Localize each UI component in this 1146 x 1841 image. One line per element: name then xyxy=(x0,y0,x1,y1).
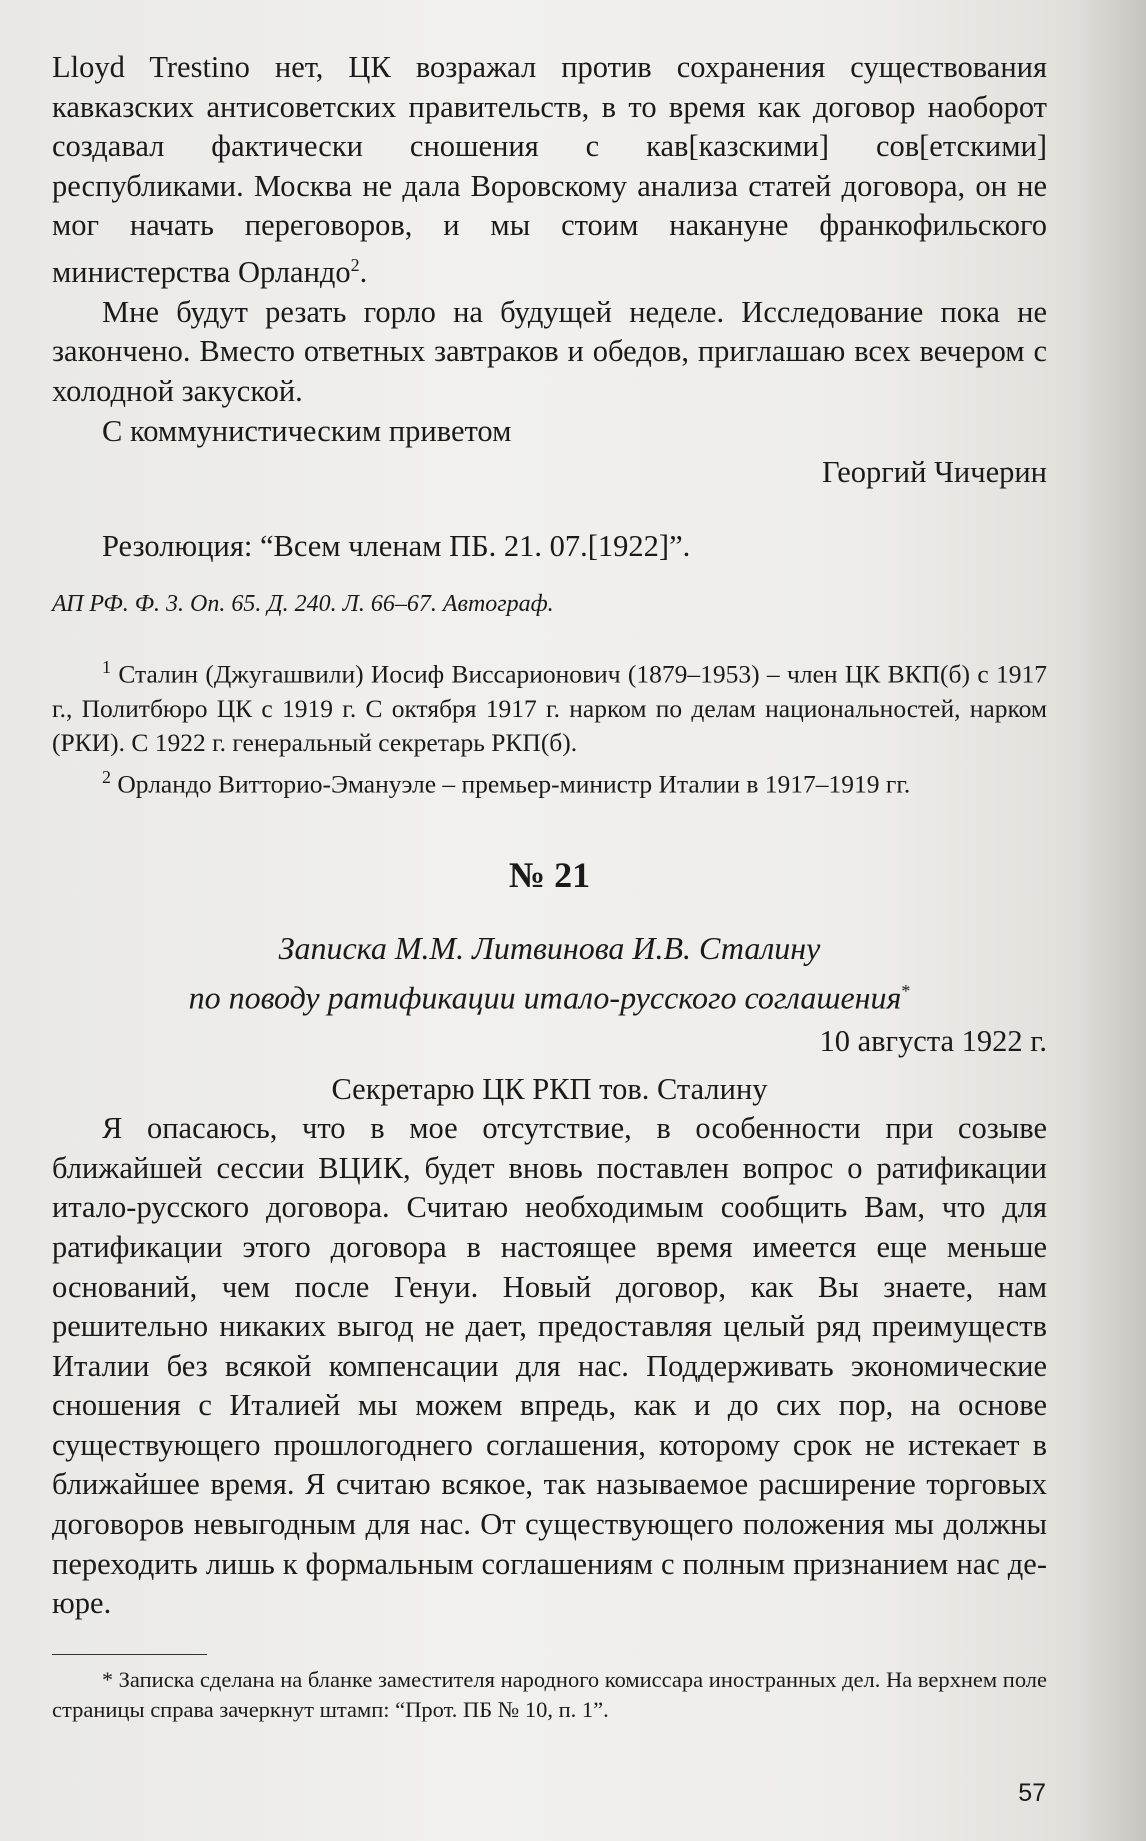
page-number: 57 xyxy=(1018,1779,1046,1807)
letter-signature: Георгий Чичерин xyxy=(821,455,1047,490)
footnote: * Записка сделана на бланке заместителя народного комиссара иностранных дел. На верхнем поле страницы справа зачеркнут штамп: “Прот. ПБ № 10, п. 1”. xyxy=(52,1666,1048,1722)
document-title xyxy=(52,927,1047,1020)
note-ref-2: 2 xyxy=(350,254,360,275)
page-content xyxy=(52,48,1047,1725)
document-date: 10 августа 1922 г. xyxy=(819,1023,1047,1058)
resolution: Резолюция: “Всем членам ПБ. 21. 07.[1922]”. xyxy=(102,528,691,563)
letter-closing: С коммунистическим приветом xyxy=(102,413,512,448)
footnote-divider xyxy=(52,1654,207,1655)
archive-reference: АП РФ. Ф. 3. Оп. 65. Д. 240. Л. 66–67. Автограф. xyxy=(52,591,554,618)
document-title-line-2: по поводу ратификации итало-русского соглашения* xyxy=(188,979,911,1016)
letter-paragraph-1: Lloyd Trestino нет, ЦК возражал против сохранения существования кавказских антисоветских правительств, в то время как договор наоборот создавал фактически сношения с кав[казскими] сов[етскими] республиками. Москва не дала Воровскому анализа статей договора, он не мог начать переговоров, и мы стоим накануне франкофильского министерства Орландо$^2$. xyxy=(52,50,1047,290)
endnote-1: $^1$ Сталин (Джугашвили) Иосиф Виссарионович (1879–1953) – член ЦК ВКП(б) с 1917 г., Политбюро ЦК с 1919 г. С октября 1917 г. нарком по делам национальностей, нарком (РКИ). С 1922 г. генеральный секретарь РКП(б). xyxy=(52,657,1048,757)
document-addressee: Секретарю ЦК РКП тов. Сталину xyxy=(331,1071,768,1106)
endnotes xyxy=(52,650,1047,801)
page-edge-shadow xyxy=(1076,0,1146,1841)
document-number: № 21 xyxy=(508,855,591,896)
letter-paragraph-2: Мне будут резать горло на будущей неделе. Исследование пока не закончено. Вместо ответных завтраков и обедов, приглашаю всех вечером с холодной закуской. xyxy=(52,294,1047,408)
endnote-2: $^2$ Орландо Витторио-Эмануэле – премьер-министр Италии в 1917–1919 гг. xyxy=(102,766,911,799)
document-body: Я опасаюсь, что в мое отсутствие, в особенности при созыве ближайшей сессии ВЦИК, будет вновь поставлен вопрос о ратификации итало-русского договора. Считаю необходимым сообщить Вам, что для ратификации этого договора в настоящее время имеется еще меньше оснований, чем после Генуи. Новый договор, как Вы знаете, нам решительно никаких выгод не дает, предоставляя целый ряд преимуществ Италии без всякой компенсации для нас. Поддерживать экономические сношения с Италией мы можем впредь, как и до сих пор, на основе существующего прошлогоднего соглашения, которому срок не истекает в ближайшее время. Я считаю всякое, так называемое расширение торговых договоров невыгодным для нас. От существующего положения мы должны переходить лишь к формальным соглашениям с полным признанием нас де-юре. xyxy=(52,1111,1047,1621)
document-title-line-1: Записка М.М. Литвинова И.В. Сталину xyxy=(278,930,821,967)
